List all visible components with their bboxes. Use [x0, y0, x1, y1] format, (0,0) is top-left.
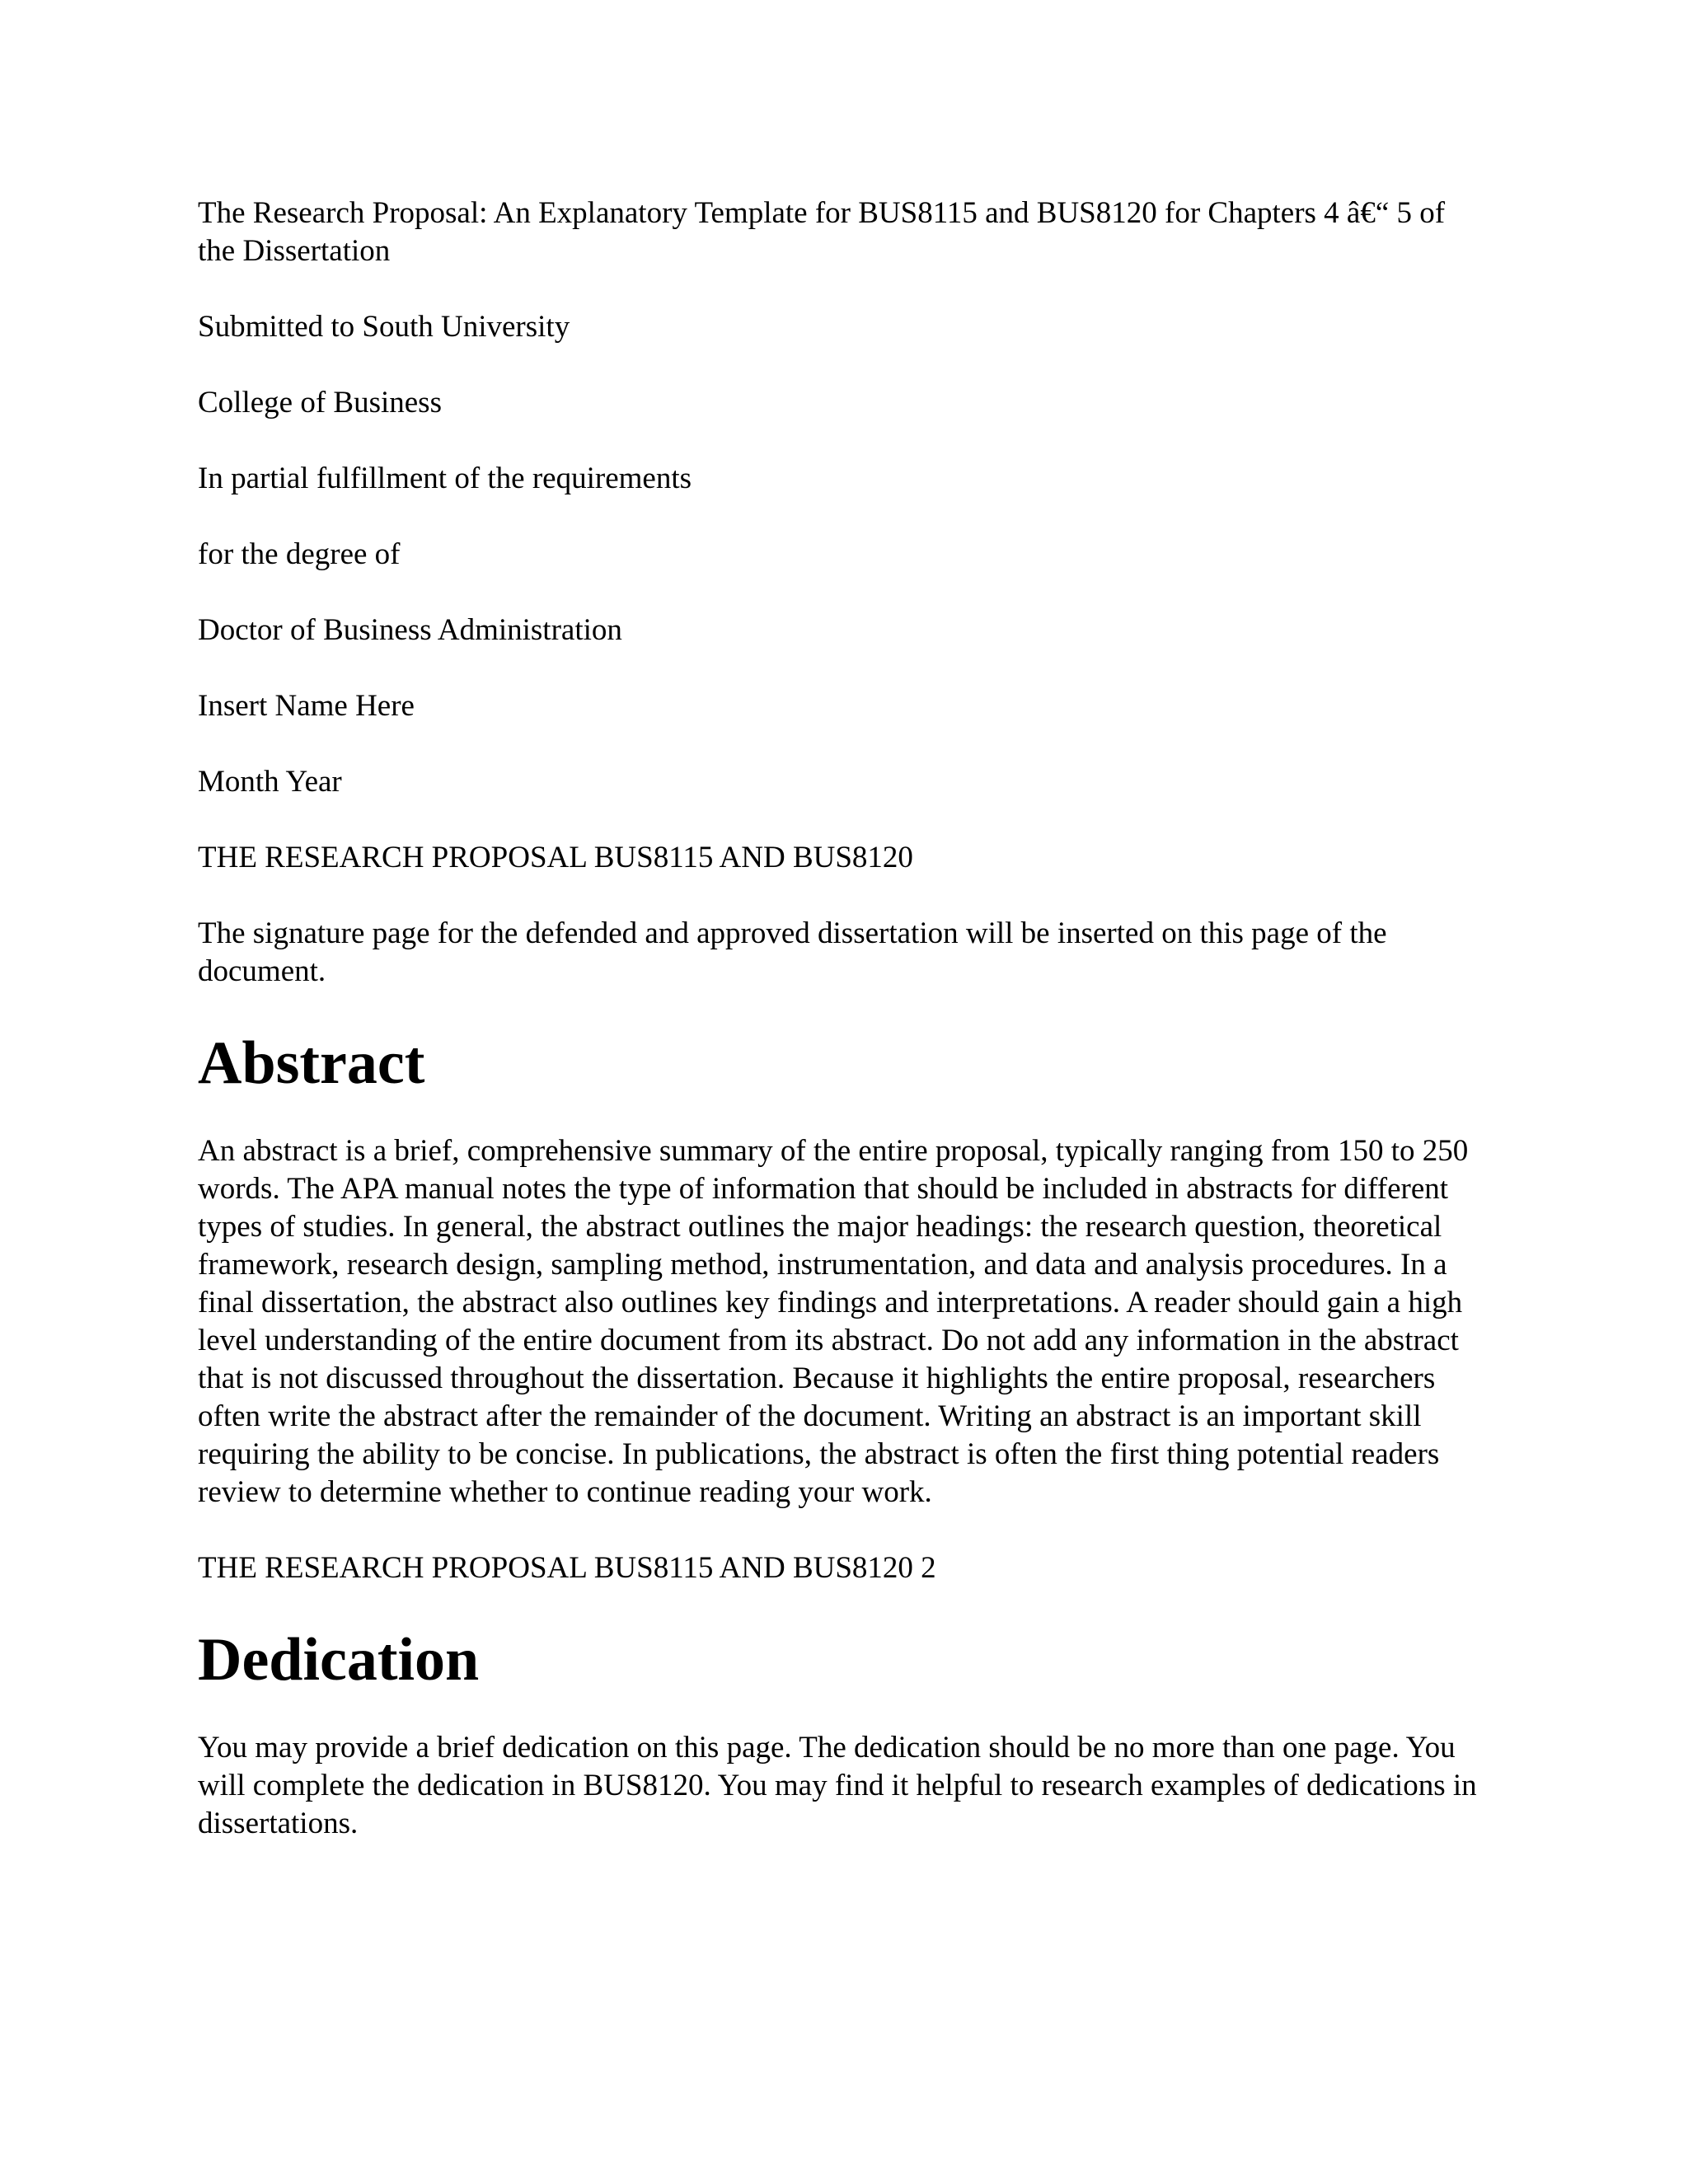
signature-note: The signature page for the defended and approved dissertation will be inserted on this page of the document. — [198, 916, 1387, 988]
college-line: College of Business — [198, 386, 442, 419]
document-title: The Research Proposal: An Explanatory Template for BUS8115 and BUS8120 for Chapters 4 â€“ 5 of the Dissertation — [198, 196, 1446, 268]
dedication-heading: Dedication — [198, 1626, 480, 1694]
degree-of-line: for the degree of — [198, 537, 401, 571]
document-content — [198, 194, 1484, 1881]
running-head-page-2: THE RESEARCH PROPOSAL BUS8115 AND BUS8120 2 — [198, 1551, 936, 1585]
degree-line: Doctor of Business Administration — [198, 613, 622, 647]
submitted-to-line: Submitted to South University — [198, 310, 570, 344]
running-head: THE RESEARCH PROPOSAL BUS8115 AND BUS8120 — [198, 841, 913, 874]
abstract-body: An abstract is a brief, comprehensive summary of the entire proposal, typically ranging from 150 to 250 words. The APA manual notes the type of information that should be included in abstracts for different types of studies. In general, the abstract outlines the major headings: the research question, theoretical framework, research design, sampling method, instrumentation, and data and analysis procedures. In a final dissertation, the abstract also outlines key findings and interpretations. A reader should gain a high level understanding of the entire document from its abstract. Do not add any information in the abstract that is not discussed throughout the dissertation. Because it highlights the entire proposal, researchers often write the abstract after the remainder of the document. Writing an abstract is an important skill requiring the ability to be concise. In publications, the abstract is often the first thing potential readers review to determine whether to continue reading your work. — [198, 1134, 1469, 1509]
author-name-line: Insert Name Here — [198, 689, 415, 723]
abstract-heading: Abstract — [198, 1029, 425, 1097]
dedication-body: You may provide a brief dedication on this page. The dedication should be no more than one page. You will complete the dedication in BUS8120. You may find it helpful to research examples of dedications in dissertations. — [198, 1731, 1477, 1840]
fulfillment-line: In partial fulfillment of the requirements — [198, 462, 692, 495]
date-line: Month Year — [198, 765, 342, 799]
